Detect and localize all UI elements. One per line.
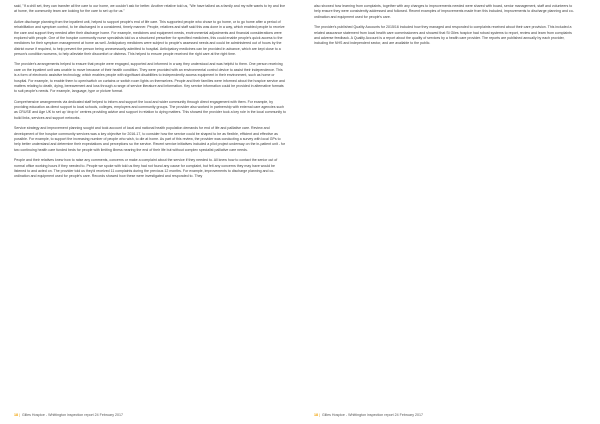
- page-footer: [14, 413, 123, 418]
- right-page: [300, 0, 600, 424]
- footer-report-title: Gilles Hospice - Whittington inspection report 24 February 2017: [21, 413, 124, 417]
- footer-separator: |: [19, 413, 20, 417]
- body-paragraph: Service strategy and improvement planning sought and took account of local and national health population demands for end of life and palliative care. Review and development of the hospice community services was a key objective for 2016-17, to consider how the service could be shaped to be as flexible, efficient and effective as possible. For example, to support the increasing number of people who wish, to die at home. As part of this review, the provider was conducting a survey with local GPs to help better understand and determine their expectations and perceptions so the service. Recent service initiatives included a pilot project underway on the in-patient unit - for two continuing health care funded beds for people with limiting illness nearing the end of their life but without complex specialist palliative care needs.: [14, 126, 286, 152]
- body-paragraph: said, "If a chill set, they can transfer all the care to our home, we couldn't ask for better. Another relative told us, "We have talked as a family and my wife wants to try and live at home, the community team are looking for the care to set up for us.": [14, 4, 286, 14]
- body-paragraph: The provider's arrangements helped to ensure that people were engaged, supported and informed in a way they understood and was helpful to them. One person receiving care on the inpatient unit was unable to move because of their health condition. They were provided with an environmental control device to assist their independence. This is a form of electronic assistive technology, which enables people with significant disabilities to independently access equipment in their environment, such as home or hospital. For example, to enable them to open/switch on curtains or switch room lights on themselves. People and their families were informed about the hospice service and matters relating to death, dying, bereavement and loss through a range of service literature and information. Key service information could be provided in alternative formats to suit people's needs. For example, language, type or picture format.: [14, 62, 285, 94]
- body-paragraph: The provider's published Quality Accounts for 2015/16 included how they managed and responded to complaints received about their care provision. This included a related assurance statement from local health care commissioners and showed that St Giles hospice had robust systems to report, review and learn from complaints and adverse feedback. A Quality Account is a report about the quality of services by a health care provider. The reports are published annually by each provider, including the NHS and independent sector, and are available to the public.: [314, 25, 572, 46]
- body-paragraph: also showed how learning from complaints, together with any changes to improvements needed were shared with board, senior management, staff and volunteers to help ensure they were consistently addressed and followed. Recent examples of improvements made from this included, improvements to discharge planning and co-ordination and equipment used for people's care.: [314, 4, 574, 19]
- body-paragraph: Comprehensive arrangements via dedicated staff helped to inform and support the local and wider community through direct engagement with them. For example, by providing education as direct support to local schools, colleges, employers and community groups. The provider also worked in partnership with external care agencies such as CRUSE and Age UK to set up 'drop in' centres providing advice and support in relation to dying matters. This showed the provider took a key role in the local community to build links, services and support networks.: [14, 99, 286, 120]
- footer-separator: |: [319, 413, 320, 417]
- footer-report-title: Gilles Hospice - Whittington inspection report 24 February 2017: [321, 413, 424, 417]
- body-paragraph: Active discharge planning from the inpatient unit, helped to support people's end of life care. This supported people who chose to go home, or to go home after a period of rehabilitation and symptom control, to be discharged in a considered, timely manner. People, relatives and staff said this was done in a way, which enabled people to receive the care and support they needed after their discharge home. For example, medicines and equipment needs, environmental adjustments and financial considerations were explored with people. One of the hospice community nurse specialists told us a structured prescriber for specified medicines, this could enable people's quick access to the medicines for their symptom management at home as well. Anticipatory medicines were subject to people's assessed needs and could be administered out of hours by the district nurse if required, to help prevent the person being unnecessarily admitted to hospital. Anticipatory medicines can be provided in advance, which are kept close to a person's condition worsens, to help alleviate their discomfort or distress. This helped to ensure people received the right care at the right time.: [14, 19, 285, 56]
- page-footer: [314, 413, 423, 418]
- page-number: 18: [314, 413, 318, 417]
- page-number: 18: [14, 413, 18, 417]
- body-paragraph: People and their relatives knew how to raise any comments, concerns or make a complaint about the service if they needed to. All knew how to contact the senior out of normal office working hours if they needed to. People we spoke with told us they had not found any cause for complaint, but felt any concerns they may have would be listened to and acted on. The provider told us they'd received 11 complaints during the previous 12 months. For example, improvements to discharge planning and co-ordination and equipment used for people's care. Records showed how these were investigated and responded to. They: [14, 158, 278, 179]
